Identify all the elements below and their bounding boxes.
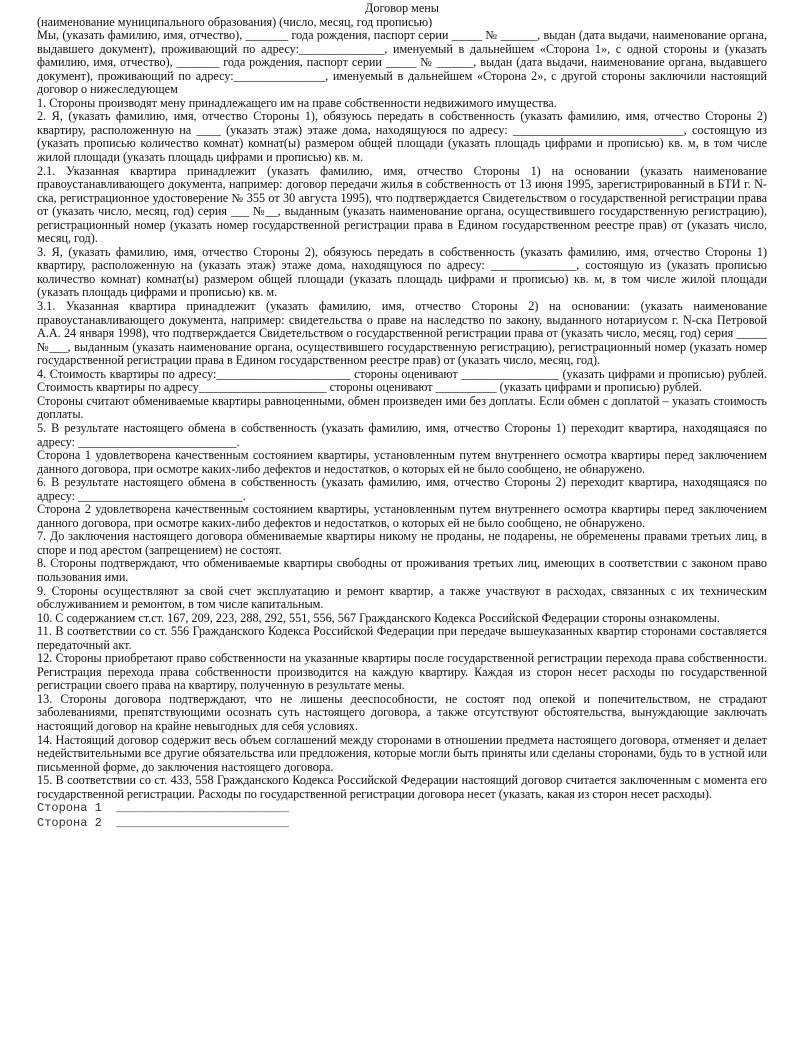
paragraph-1: 1. Стороны производят мену принадлежащего им на праве собственности недвижимого имущества. xyxy=(37,95,557,110)
paragraph-7: 7. До заключения настоящего договора обмениваемые квартиры никому не проданы, не подарены, не обременены правами третьих лиц, в споре и под арестом (запрещением) не состоят. xyxy=(37,529,767,557)
paragraph-12: 12. Стороны приобретают право собственности на указанные квартиры после государственной регистрации перехода права собственности. Регистрация перехода права собственности производится на каждую квартиру. Каждая из сторон несет расходы по государственной регистрации своего права на квартиру, полученную в результате мены. xyxy=(37,651,767,693)
paragraph-3-1: 3.1. Указанная квартира принадлежит (указать фамилию, имя, отчество Стороны 2) на основании: (указать наименование правоустанавливающего документа, например: свидетельства о праве на наследство по закону, выданного нотариусом г. N-ска Петровой А.А. 24 января 1998), что подтверждается Свидетельством о государственной регистрации права от (указать число, месяц, год) серия _____ №___, выданным (указать наименование органа, осуществившего государственную регистрацию), регистрационный номер (указать номер государственной регистрации права в Едином государственном реестре прав) от (указать число, месяц, год). xyxy=(37,299,767,368)
paragraph-header: (наименование муниципального образования) (число, месяц, год прописью) xyxy=(37,14,433,29)
paragraph-8: 8. Стороны подтверждают, что обмениваемые квартиры свободны от проживания третьих лиц, имеющих в соответствии с законом право пользования ими. xyxy=(37,556,767,584)
paragraph-5: 5. В результате настоящего обмена в собственность (указать фамилию, имя, отчество Стороны 1) переходит квартира, находящаяся по адресу: __________________________. xyxy=(37,420,767,449)
paragraph-2: 2. Я, (указать фамилию, имя, отчество Стороны 1), обязуюсь передать в собственность (указать фамилию, имя, отчество Стороны 2) квартиру, расположенную на ____ (указать этаж) этаже дома, находящуюся по адресу: ____________________________, состоящую из (указать прописью количество комнат) комнат(ы) размером общей площади (указать площадь цифрами и прописью) кв. м, в том числе жилой площади (указать площадь цифрами и прописью) кв. м. xyxy=(37,109,767,165)
paragraph-13: 13. Стороны договора подтверждают, что не лишены дееспособности, не состоят под опекой и попечительством, не страдают заболеваниями, препятствующими осознать суть настоящего договора, а также отсутствуют обстоятельства, вынуждающие заключать настоящий договор на крайне невыгодных для себя условиях. xyxy=(37,691,767,733)
signature-line-party-2: Сторона 2 ________________________ xyxy=(37,816,290,831)
paragraph-9: 9. Стороны осуществляют за свой счет эксплуатацию и ремонт квартир, а также участвуют в расходах, связанных с их техническим обслуживанием и ремонтом, в том числе капитальным. xyxy=(37,583,767,612)
signature-line-party-1: Сторона 1 ________________________ xyxy=(37,801,290,816)
paragraph-4-note: Стороны считают обмениваемые квартиры равноценными, обмен произведен ими без доплаты. Если обмен с доплатой – указать стоимость доплаты. xyxy=(37,393,767,422)
paragraph-15: 15. В соответствии со ст. 433, 558 Гражданского Кодекса Российской Федерации настоящий договор считается заключенным с момента его государственной регистрации. Расходы по государственной регистрации договора несет (указать, какая из сторон несет расходы). xyxy=(37,773,767,801)
paragraph-4: 4. Стоимость квартиры по адресу:______________________ стороны оценивают ________________ (указать цифрами и прописью) рублей. Стоимость квартиры по адресу_____________________ стороны оценивают __________ (указать цифрами и прописью) рублей. xyxy=(37,366,767,395)
document-title: Договор мены xyxy=(365,1,439,15)
paragraph-preamble: Мы, (указать фамилию, имя, отчество), _______ года рождения, паспорт серии _____ № ______, выдан (дата выдачи, наименование органа, выдавшего документ), проживающий по адресу:______________, именуемый в дальнейшем «Сторона 1», с одной стороны и (указать фамилию, имя, отчество), _______ года рождения, паспорт серии _____ № ______, выдан (дата выдачи, наименование органа, выдавшего документ), проживающий по адресу:_______________, именуемый в дальнейшем «Сторона 2», с другой стороны заключили настоящий договор о нижеследующем xyxy=(37,28,767,97)
paragraph-6-note: Сторона 2 удовлетворена качественным состоянием квартиры, установленным путем внутреннего осмотра квартиры перед заключением данного договора, при осмотре каких-либо дефектов и недостатков, о которых ей не было сообщено, не обнаружено. xyxy=(37,502,767,530)
paragraph-14: 14. Настоящий договор содержит весь объем соглашений между сторонами в отношении предмета настоящего договора, отменяет и делает недействительными все другие обязательства или предложения, которые могли быть приняты или сделаны сторонами, будь то в устной или письменной форме, до заключения настоящего договора. xyxy=(37,732,767,774)
paragraph-6: 6. В результате настоящего обмена в собственность (указать фамилию, имя, отчество Стороны 2) переходит квартира, находящаяся по адресу: ___________________________. xyxy=(37,475,767,503)
paragraph-10: 10. С содержанием ст.ст. 167, 209, 223, 288, 292, 551, 556, 567 Гражданского Кодекса Российской Федерации стороны ознакомлены. xyxy=(37,610,720,625)
paragraph-3: 3. Я, (указать фамилию, имя, отчество Стороны 2), обязуюсь передать в собственность (указать фамилию, имя, отчество Стороны 1) квартиру, расположенную на (указать этаж) этаже дома, находящуюся по адресу: ______________, состоящую из (указать прописью количество комнат) комнат(ы) размером общей площади (указать площадь цифрами и прописью) кв. м, в том числе жилой площади (указать площадь цифрами и прописью) кв. м. xyxy=(37,244,767,300)
paragraph-11: 11. В соответствии со ст. 556 Гражданского Кодекса Российской Федерации при передаче вышеуказанных квартир сторонами составляется передаточный акт. xyxy=(37,624,767,652)
paragraph-2-1: 2.1. Указанная квартира принадлежит (указать фамилию, имя, отчество Стороны 1) на основании (указать наименование правоустанавливающего документа, например: договор передачи жилья в собственность от 13 июня 1995, зарегистрированный в БТИ г. N-ска, регистрационное удостоверение № 355 от 30 августа 1995), что подтверждается Свидетельством о государственной регистрации права от (указать число, месяц, год) серия ___ №__, выданным (указать наименование органа, осуществившего государственную регистрацию), регистрационный номер (указать номер государственной регистрации права в Едином государственном реестре прав) от (указать число, месяц, год). xyxy=(37,163,767,246)
paragraph-5-note: Сторона 1 удовлетворена качественным состоянием квартиры, установленным путем внутреннего осмотра квартиры перед заключением данного договора, при осмотре каких-либо дефектов и недостатков, о которых ей не было сообщено, не обнаружено. xyxy=(37,448,767,476)
